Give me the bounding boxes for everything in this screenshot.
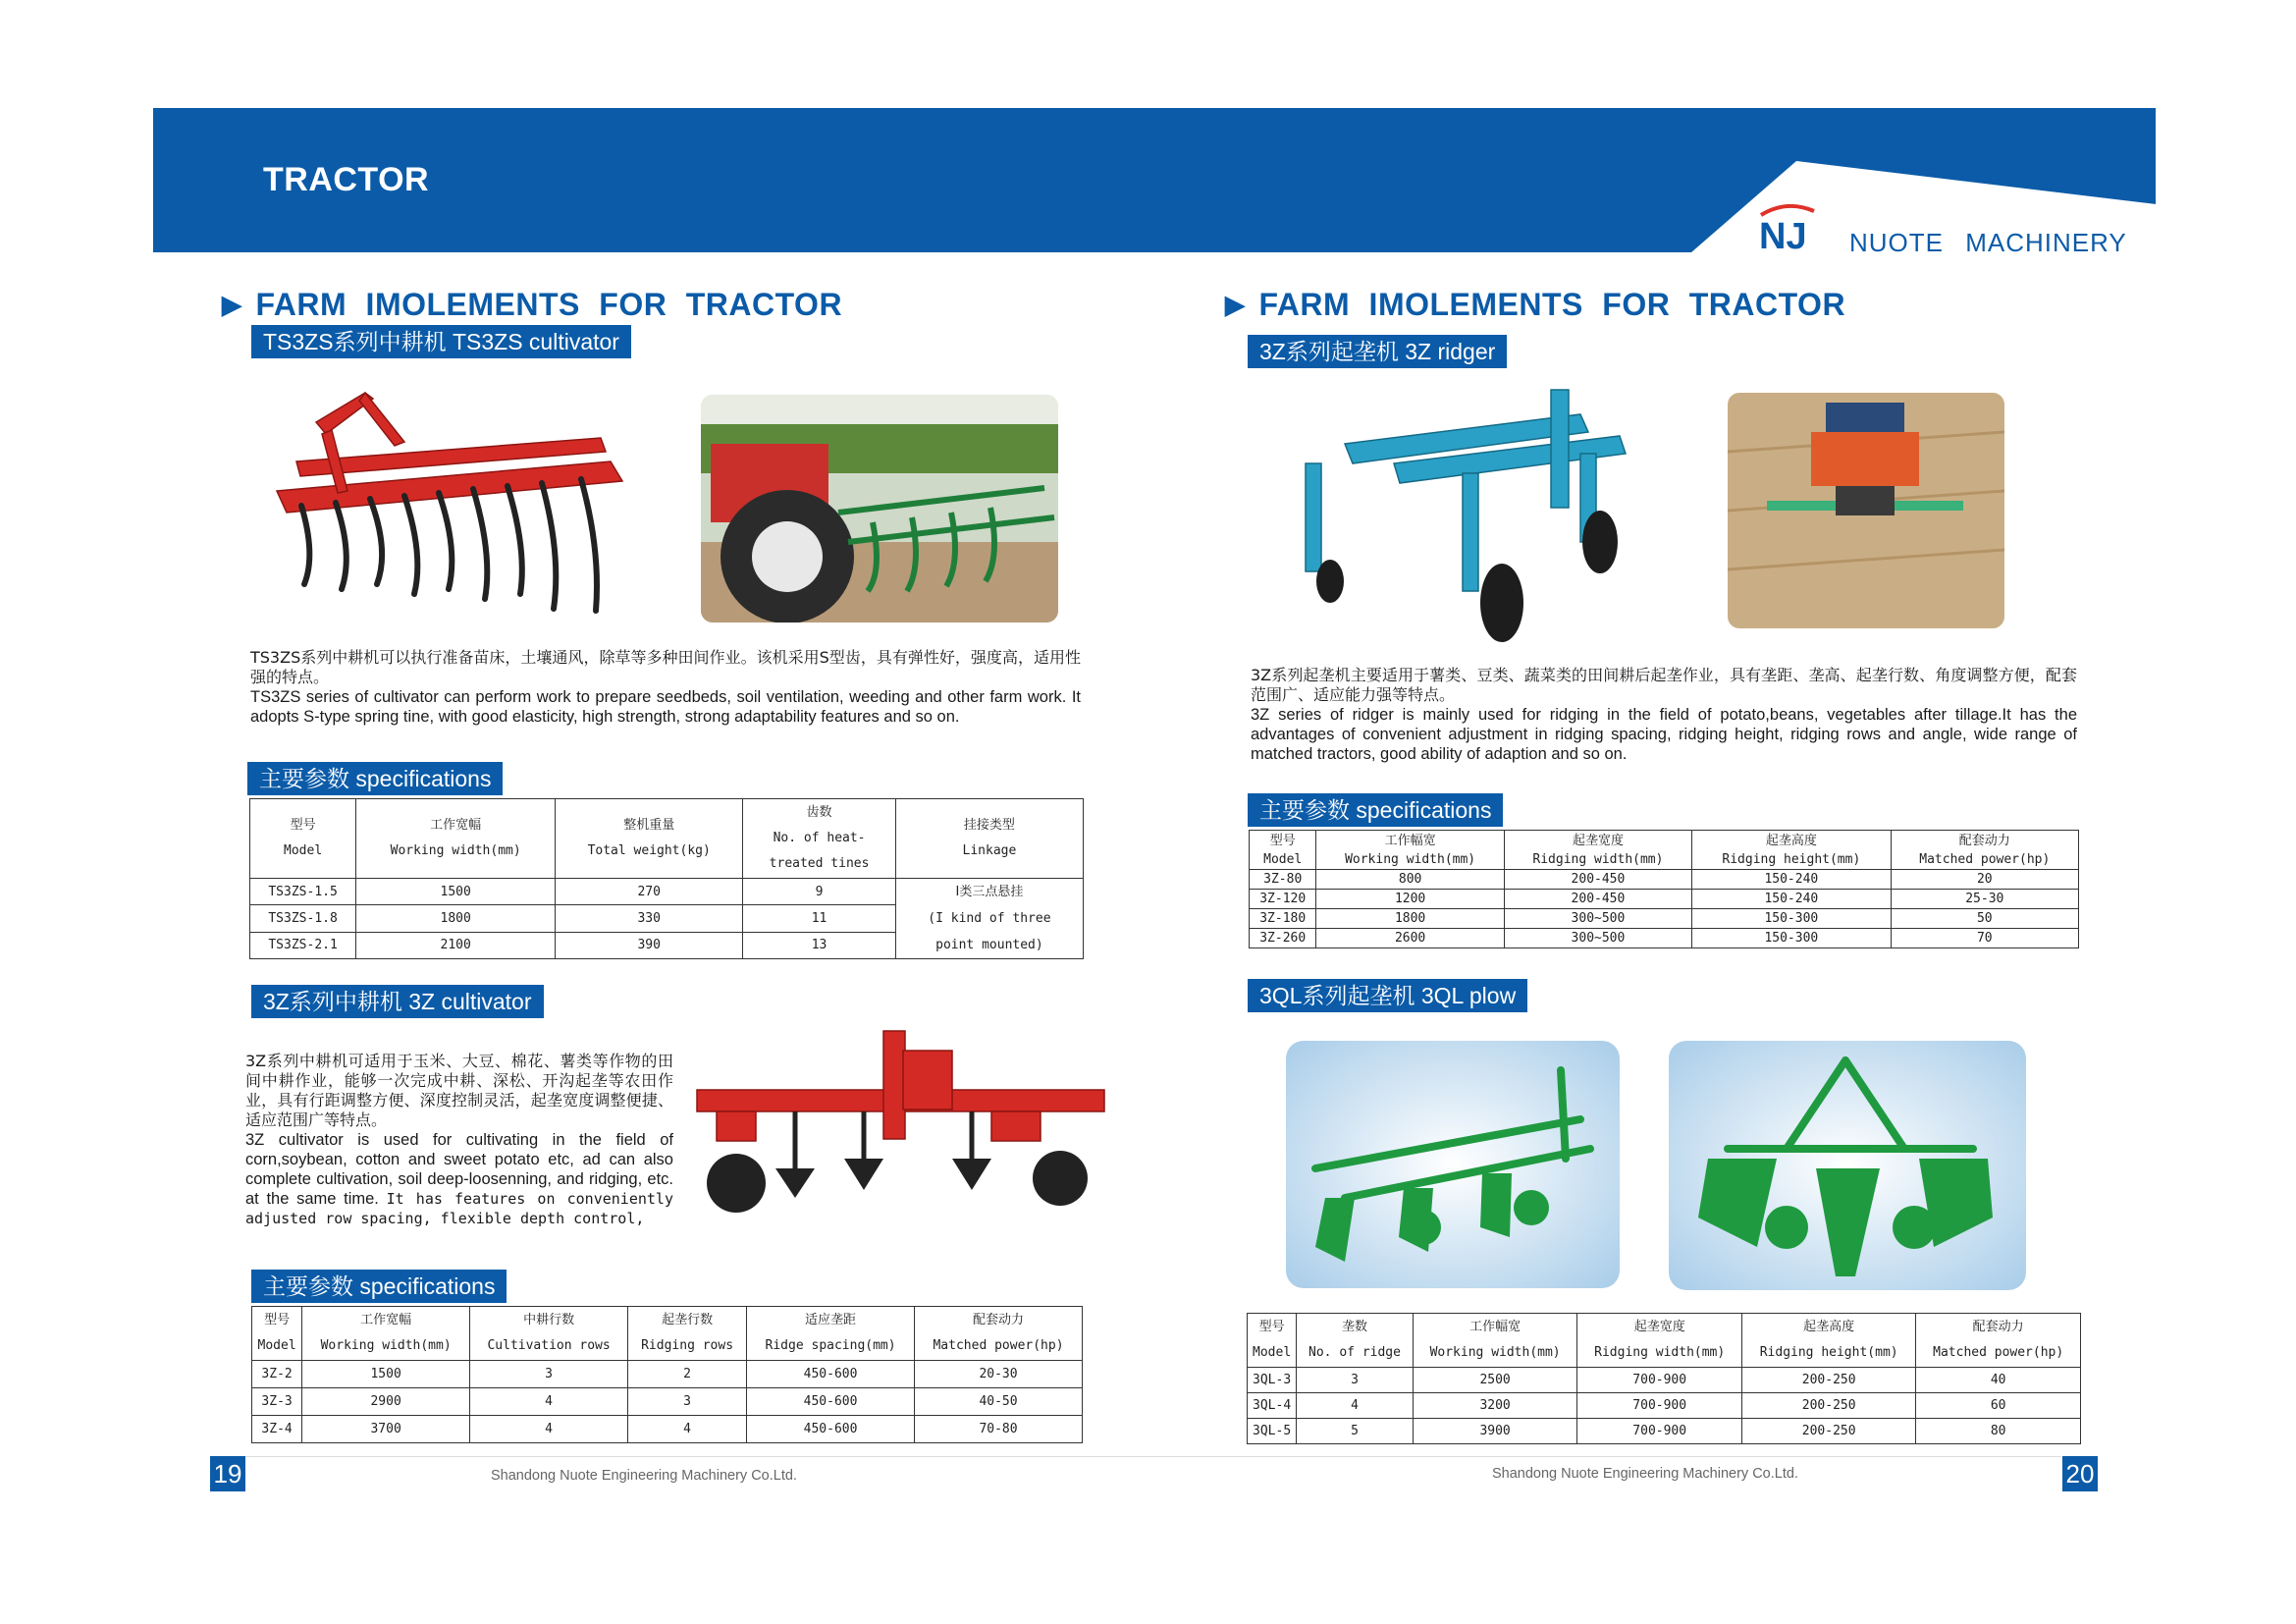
table-cell: 270 bbox=[556, 879, 743, 905]
plow-image-side bbox=[1286, 1041, 1620, 1288]
table-header-cell: 配套动力 Matched power(hp) bbox=[1916, 1314, 2081, 1368]
table-cell: 2100 bbox=[356, 932, 556, 958]
table-cell: 2 bbox=[628, 1361, 747, 1388]
z3-cultivator-image bbox=[687, 1021, 1109, 1247]
table-header-cell: 配套动力 Matched power(hp) bbox=[1891, 831, 2078, 870]
table-header-cell: 起垄行数 Ridging rows bbox=[628, 1307, 747, 1361]
table-header-cell: 起垄高度 Ridging height(mm) bbox=[1692, 831, 1892, 870]
table-header-cell: 型号 Model bbox=[252, 1307, 302, 1361]
table-cell: 3Z-4 bbox=[252, 1416, 302, 1443]
table-row bbox=[252, 1416, 1083, 1443]
brand-name: NUOTE MACHINERY bbox=[1849, 228, 2127, 257]
table-cell: 200-250 bbox=[1741, 1393, 1915, 1419]
table-cell: 700-900 bbox=[1577, 1393, 1742, 1419]
table-header-cell: 整机重量 Total weight(kg) bbox=[556, 799, 743, 879]
table-row bbox=[1248, 1393, 2081, 1419]
table-cell: 70-80 bbox=[915, 1416, 1083, 1443]
table-cell: 200-450 bbox=[1504, 890, 1691, 909]
table-cell: 60 bbox=[1916, 1393, 2081, 1419]
table-cell: 800 bbox=[1316, 870, 1504, 890]
table-cell: 3 bbox=[470, 1361, 628, 1388]
table-cell: 20-30 bbox=[915, 1361, 1083, 1388]
table-cell: 3QL-5 bbox=[1248, 1419, 1297, 1444]
table-cell: 330 bbox=[556, 905, 743, 932]
header-title: TRACTOR bbox=[263, 161, 430, 198]
ridger-description-en: 3Z series of ridger is mainly used for ridging in the field of potato,beans, vegetables after tillage.It has the advantages of convenient adjustment in ridging spacing, ridging height, ridging rows and angle, wide range of matched tractors, good ability of adaption and so on. bbox=[1251, 706, 2077, 763]
table-header-cell: 起垄宽度 Ridging width(mm) bbox=[1577, 1314, 1742, 1368]
table-cell: 150-240 bbox=[1692, 870, 1892, 890]
table-cell: 700-900 bbox=[1577, 1419, 1742, 1444]
table-row bbox=[1250, 929, 2079, 948]
table-cell: 2600 bbox=[1316, 929, 1504, 948]
table-row bbox=[252, 1388, 1083, 1416]
table-cell: 5 bbox=[1297, 1419, 1414, 1444]
table-cell: 70 bbox=[1891, 929, 2078, 948]
table-cell: 4 bbox=[628, 1416, 747, 1443]
table-cell: 3QL-4 bbox=[1248, 1393, 1297, 1419]
table-cell: 3200 bbox=[1413, 1393, 1577, 1419]
table-cell: 20 bbox=[1891, 870, 2078, 890]
plow-label: 3QL系列起垄机 3QL plow bbox=[1248, 979, 1527, 1012]
table-cell: TS3ZS-1.8 bbox=[250, 905, 356, 932]
nuote-logo-icon bbox=[1757, 201, 1820, 252]
table-cell: 3Z-80 bbox=[1250, 870, 1316, 890]
ts3zs-description-cn: TS3ZS系列中耕机可以执行准备苗床，土壤通风，除草等多种田间作业。该机采用S型齿，具有弹性好，强度高，适用性强的特点。 bbox=[250, 648, 1081, 686]
ts3zs-description-en: TS3ZS series of cultivator can perform work to prepare seedbeds, soil ventilation, weeding and other farm work. It adopts S-type spring tine, with good elasticity, high strength, strong adaptability features and so on. bbox=[250, 688, 1081, 726]
table-cell: 3Z-260 bbox=[1250, 929, 1316, 948]
ts3zs-field-photo bbox=[701, 395, 1058, 623]
ridger-field-photo bbox=[1728, 393, 2004, 628]
table-cell: 200-250 bbox=[1741, 1368, 1915, 1393]
table-cell: 1500 bbox=[356, 879, 556, 905]
table-cell: 150-300 bbox=[1692, 929, 1892, 948]
table-header-cell: 工作幅宽 Working width(mm) bbox=[1316, 831, 1504, 870]
table-cell: 150-300 bbox=[1692, 909, 1892, 929]
table-header-cell: 型号 Model bbox=[1250, 831, 1316, 870]
table-cell: 2900 bbox=[302, 1388, 470, 1416]
table-cell: 13 bbox=[743, 932, 896, 958]
table-cell: 4 bbox=[1297, 1393, 1414, 1419]
table-cell: 200-250 bbox=[1741, 1419, 1915, 1444]
table-cell: 3QL-3 bbox=[1248, 1368, 1297, 1393]
table-header-cell: 垄数 No. of ridge bbox=[1297, 1314, 1414, 1368]
table-header-row bbox=[1248, 1314, 2081, 1368]
table-cell: 450-600 bbox=[747, 1416, 915, 1443]
z3-spec-table bbox=[251, 1306, 1083, 1443]
table-cell: 1800 bbox=[1316, 909, 1504, 929]
table-row bbox=[1250, 870, 2079, 890]
table-cell: 4 bbox=[470, 1388, 628, 1416]
table-cell: 9 bbox=[743, 879, 896, 905]
ts3zs-spec-label: 主要参数 specifications bbox=[247, 762, 503, 795]
table-cell: TS3ZS-2.1 bbox=[250, 932, 356, 958]
table-header-cell: 挂接类型 Linkage bbox=[895, 799, 1083, 879]
ts3zs-cultivator-image bbox=[257, 383, 650, 628]
table-cell: 11 bbox=[743, 905, 896, 932]
table-cell: 2500 bbox=[1413, 1368, 1577, 1393]
ridger-description-cn: 3Z系列起垄机主要适用于薯类、豆类、蔬菜类的田间耕后起垄作业，具有垄距、垄高、起垄行数、角度调整方便，配套范围广、适应能力强等特点。 bbox=[1251, 666, 2077, 704]
triangle-bullet-icon: ▶ bbox=[222, 290, 242, 319]
ridger-label: 3Z系列起垄机 3Z ridger bbox=[1248, 335, 1507, 368]
footer-company-left: Shandong Nuote Engineering Machinery Co.Ltd. bbox=[491, 1468, 797, 1484]
table-header-cell: 适应垄距 Ridge spacing(mm) bbox=[747, 1307, 915, 1361]
ts3zs-spec-table bbox=[249, 798, 1084, 959]
ridger-spec-label: 主要参数 specifications bbox=[1248, 793, 1503, 827]
plow-spec-table bbox=[1247, 1313, 2081, 1444]
table-cell: 1500 bbox=[302, 1361, 470, 1388]
page-number-left: 19 bbox=[210, 1456, 245, 1491]
table-cell: 450-600 bbox=[747, 1361, 915, 1388]
z3-description-cn: 3Z系列中耕机可适用于玉米、大豆、棉花、薯类等作物的田间中耕作业，能够一次完成中耕、深松、开沟起垄等农田作业，具有行距调整方便、深度控制灵活，起垄宽度调整便捷、适应范围广等特点。 bbox=[245, 1052, 673, 1129]
table-cell: 4 bbox=[470, 1416, 628, 1443]
table-header-cell: 配套动力 Matched power(hp) bbox=[915, 1307, 1083, 1361]
table-header-row bbox=[252, 1307, 1083, 1361]
table-header-row bbox=[1250, 831, 2079, 870]
ts3zs-label: TS3ZS系列中耕机 TS3ZS cultivator bbox=[251, 325, 631, 358]
ridger-spec-table bbox=[1249, 830, 2079, 948]
table-header-cell: 工作宽幅 Working width(mm) bbox=[302, 1307, 470, 1361]
table-header-cell: 中耕行数 Cultivation rows bbox=[470, 1307, 628, 1361]
table-row bbox=[1248, 1368, 2081, 1393]
z3-cultivator-label: 3Z系列中耕机 3Z cultivator bbox=[251, 985, 544, 1018]
table-header-cell: 工作宽幅 Working width(mm) bbox=[356, 799, 556, 879]
table-cell: 390 bbox=[556, 932, 743, 958]
table-cell: 1800 bbox=[356, 905, 556, 932]
plow-image-rear bbox=[1669, 1041, 2026, 1290]
table-cell: TS3ZS-1.5 bbox=[250, 879, 356, 905]
table-header-row bbox=[250, 799, 1084, 879]
table-row bbox=[250, 879, 1084, 905]
z3-spec-label: 主要参数 specifications bbox=[251, 1270, 507, 1303]
table-row bbox=[1248, 1419, 2081, 1444]
table-cell: 3Z-180 bbox=[1250, 909, 1316, 929]
table-cell: 300~500 bbox=[1504, 909, 1691, 929]
right-section-heading: ▶ FARM IMOLEMENTS FOR TRACTOR bbox=[1225, 287, 1846, 322]
table-cell: 3Z-120 bbox=[1250, 890, 1316, 909]
table-cell: 40-50 bbox=[915, 1388, 1083, 1416]
ridger-image bbox=[1286, 385, 1639, 660]
table-header-cell: 起垄高度 Ridging height(mm) bbox=[1741, 1314, 1915, 1368]
table-cell: 40 bbox=[1916, 1368, 2081, 1393]
table-cell: 80 bbox=[1916, 1419, 2081, 1444]
table-cell: 300~500 bbox=[1504, 929, 1691, 948]
table-cell: 1200 bbox=[1316, 890, 1504, 909]
table-cell: 150-240 bbox=[1692, 890, 1892, 909]
table-cell: 3900 bbox=[1413, 1419, 1577, 1444]
table-row bbox=[252, 1361, 1083, 1388]
table-cell: 3700 bbox=[302, 1416, 470, 1443]
table-cell: 50 bbox=[1891, 909, 2078, 929]
table-cell: 3Z-3 bbox=[252, 1388, 302, 1416]
table-cell: 450-600 bbox=[747, 1388, 915, 1416]
footer-divider bbox=[236, 1456, 2061, 1457]
z3-description-en: 3Z cultivator is used for cultivating in the field of corn,soybean, cotton and sweet potato etc, ad can also complete cultivation, soil deep-loosenning, and ridging, etc. at the same time. It has features on conveniently adjusted row spacing, flexible depth control, bbox=[245, 1131, 673, 1227]
table-cell: 700-900 bbox=[1577, 1368, 1742, 1393]
table-header-cell: 齿数 No. of heat- treated tines bbox=[743, 799, 896, 879]
footer-company-right: Shandong Nuote Engineering Machinery Co.Ltd. bbox=[1492, 1466, 1798, 1482]
table-row bbox=[1250, 890, 2079, 909]
page-number-right: 20 bbox=[2062, 1456, 2098, 1491]
linkage-cell: Ⅰ类三点悬挂 (I kind of three point mounted) bbox=[895, 879, 1083, 959]
table-cell: 3 bbox=[1297, 1368, 1414, 1393]
svg-text:NJ: NJ bbox=[1759, 216, 1807, 252]
triangle-bullet-icon: ▶ bbox=[1225, 290, 1246, 319]
left-section-heading: ▶ FARM IMOLEMENTS FOR TRACTOR bbox=[222, 287, 843, 322]
table-header-cell: 型号 Model bbox=[1248, 1314, 1297, 1368]
table-header-cell: 型号 Model bbox=[250, 799, 356, 879]
table-cell: 200-450 bbox=[1504, 870, 1691, 890]
table-cell: 25-30 bbox=[1891, 890, 2078, 909]
table-cell: 3Z-2 bbox=[252, 1361, 302, 1388]
table-cell: 3 bbox=[628, 1388, 747, 1416]
table-header-cell: 工作幅宽 Working width(mm) bbox=[1413, 1314, 1577, 1368]
table-row bbox=[1250, 909, 2079, 929]
table-header-cell: 起垄宽度 Ridging width(mm) bbox=[1504, 831, 1691, 870]
